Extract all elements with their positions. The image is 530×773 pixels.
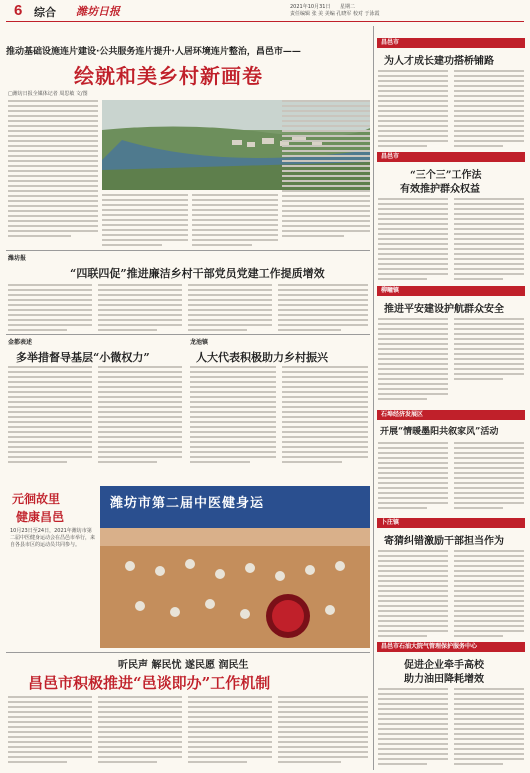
r5-body-2 xyxy=(454,550,524,640)
bottom-body-3 xyxy=(188,696,272,766)
divider xyxy=(6,652,370,653)
r2-body-2 xyxy=(454,198,524,283)
sisi-headline: “四联四促”推进廉洁乡村干部党员党建工作提质增效 xyxy=(70,267,325,280)
duoyu-headline: 多举措督导基层“小微权力” xyxy=(16,351,150,364)
duoyu-body-1 xyxy=(8,366,92,466)
r3-body-2 xyxy=(454,318,524,383)
page-number: 6 xyxy=(14,2,23,19)
rda-tag: 龙池镇 xyxy=(190,339,209,346)
duoyu-body-2 xyxy=(98,366,182,466)
r5-section-bar: 卜庄镇 xyxy=(377,518,525,528)
r6-body-2 xyxy=(454,688,524,768)
lead-body-col2 xyxy=(102,194,188,249)
lead-kicker: 推动基础设施连片建设·公共服务连片提升·人居环境连片整治，昌邑市—— xyxy=(6,47,301,57)
divider xyxy=(6,250,370,251)
bottom-headline: 昌邑市积极推进“邑谈即办”工作机制 xyxy=(28,674,271,692)
sisi-tag: 潍坊报 xyxy=(8,255,27,262)
r5-headline: 寄猜纠错激励干部担当作为 xyxy=(384,536,504,547)
r2-section-bar: 昌邑市 xyxy=(377,152,525,162)
lead-title: 绘就和美乡村新画卷 xyxy=(74,64,263,88)
lead-body-col1 xyxy=(8,100,98,240)
header-date: 2021年10月31日 xyxy=(290,4,331,10)
r4-section-bar: 石埠经济发展区 xyxy=(377,410,525,420)
r3-section-bar: 柳疃镇 xyxy=(377,286,525,296)
lead-byline: □潍坊日报全媒体记者 周思敏 文/图 xyxy=(8,91,88,97)
r6-headline-1: 促进企业牵手高校 xyxy=(404,660,484,671)
r4-body-1 xyxy=(378,442,448,512)
page-header xyxy=(0,0,530,22)
rda-body-1 xyxy=(190,366,276,466)
r3-body-1 xyxy=(378,318,448,403)
duoyu-tag: 金都表述 xyxy=(8,339,33,346)
sisi-body-3 xyxy=(188,284,272,334)
r5-body-1 xyxy=(378,550,448,640)
paper-logo: 潍坊日报 xyxy=(76,5,120,18)
r1-body-1 xyxy=(378,70,448,150)
r3-headline: 推进平安建设护航群众安全 xyxy=(384,304,504,315)
yuan-title: 元徊故里 xyxy=(12,492,61,506)
r1-section-bar: 昌邑市 xyxy=(377,38,525,48)
bottom-body-1 xyxy=(8,696,92,766)
r6-headline-2: 助力油田降耗增效 xyxy=(404,674,484,685)
photo-caption: 10月23日至24日，2021年潍坊市第二届中医健身运动会在昌邑市举行，来自各县市区的运动员共同参与。 xyxy=(10,528,96,548)
sisi-body-4 xyxy=(278,284,368,334)
r1-headline: 为人才成长建功搭桥铺路 xyxy=(384,56,494,67)
bottom-body-4 xyxy=(278,696,368,766)
r6-section-bar: 昌邑市石油大院气管理保护服务中心 xyxy=(377,642,525,652)
r2-body-1 xyxy=(378,198,448,283)
divider xyxy=(6,334,370,335)
sisi-body-2 xyxy=(98,284,182,334)
header-weekday: 星期二 xyxy=(340,4,356,10)
r6-body-1 xyxy=(378,688,448,768)
r2-headline-2: 有效推护群众权益 xyxy=(400,184,480,195)
sisi-body-1 xyxy=(8,284,92,334)
r4-headline: 开展“情暖墨阳共叙家风”活动 xyxy=(380,427,499,437)
bottom-kicker: 听民声 解民忧 遂民愿 润民生 xyxy=(118,660,249,671)
rda-body-2 xyxy=(282,366,368,466)
rda-headline: 人大代表积极助力乡村振兴 xyxy=(196,351,328,364)
yuan-title-2: 健康昌邑 xyxy=(16,510,65,524)
sports-banner: 潍坊市第二届中医健身运 xyxy=(110,496,265,511)
bottom-body-2 xyxy=(98,696,182,766)
section-label: 综合 xyxy=(34,6,56,19)
header-editors: 责任编辑 张 美 美编 孔晓军 校对 于泳霞 xyxy=(290,11,380,17)
header-rule xyxy=(6,21,524,22)
lead-body-col3 xyxy=(192,194,278,249)
r1-body-2 xyxy=(454,70,524,150)
r4-body-2 xyxy=(454,442,524,512)
lead-body-col4 xyxy=(282,100,370,240)
r2-headline-1: “三个三”工作法 xyxy=(410,170,482,181)
right-column-rule xyxy=(373,26,374,770)
